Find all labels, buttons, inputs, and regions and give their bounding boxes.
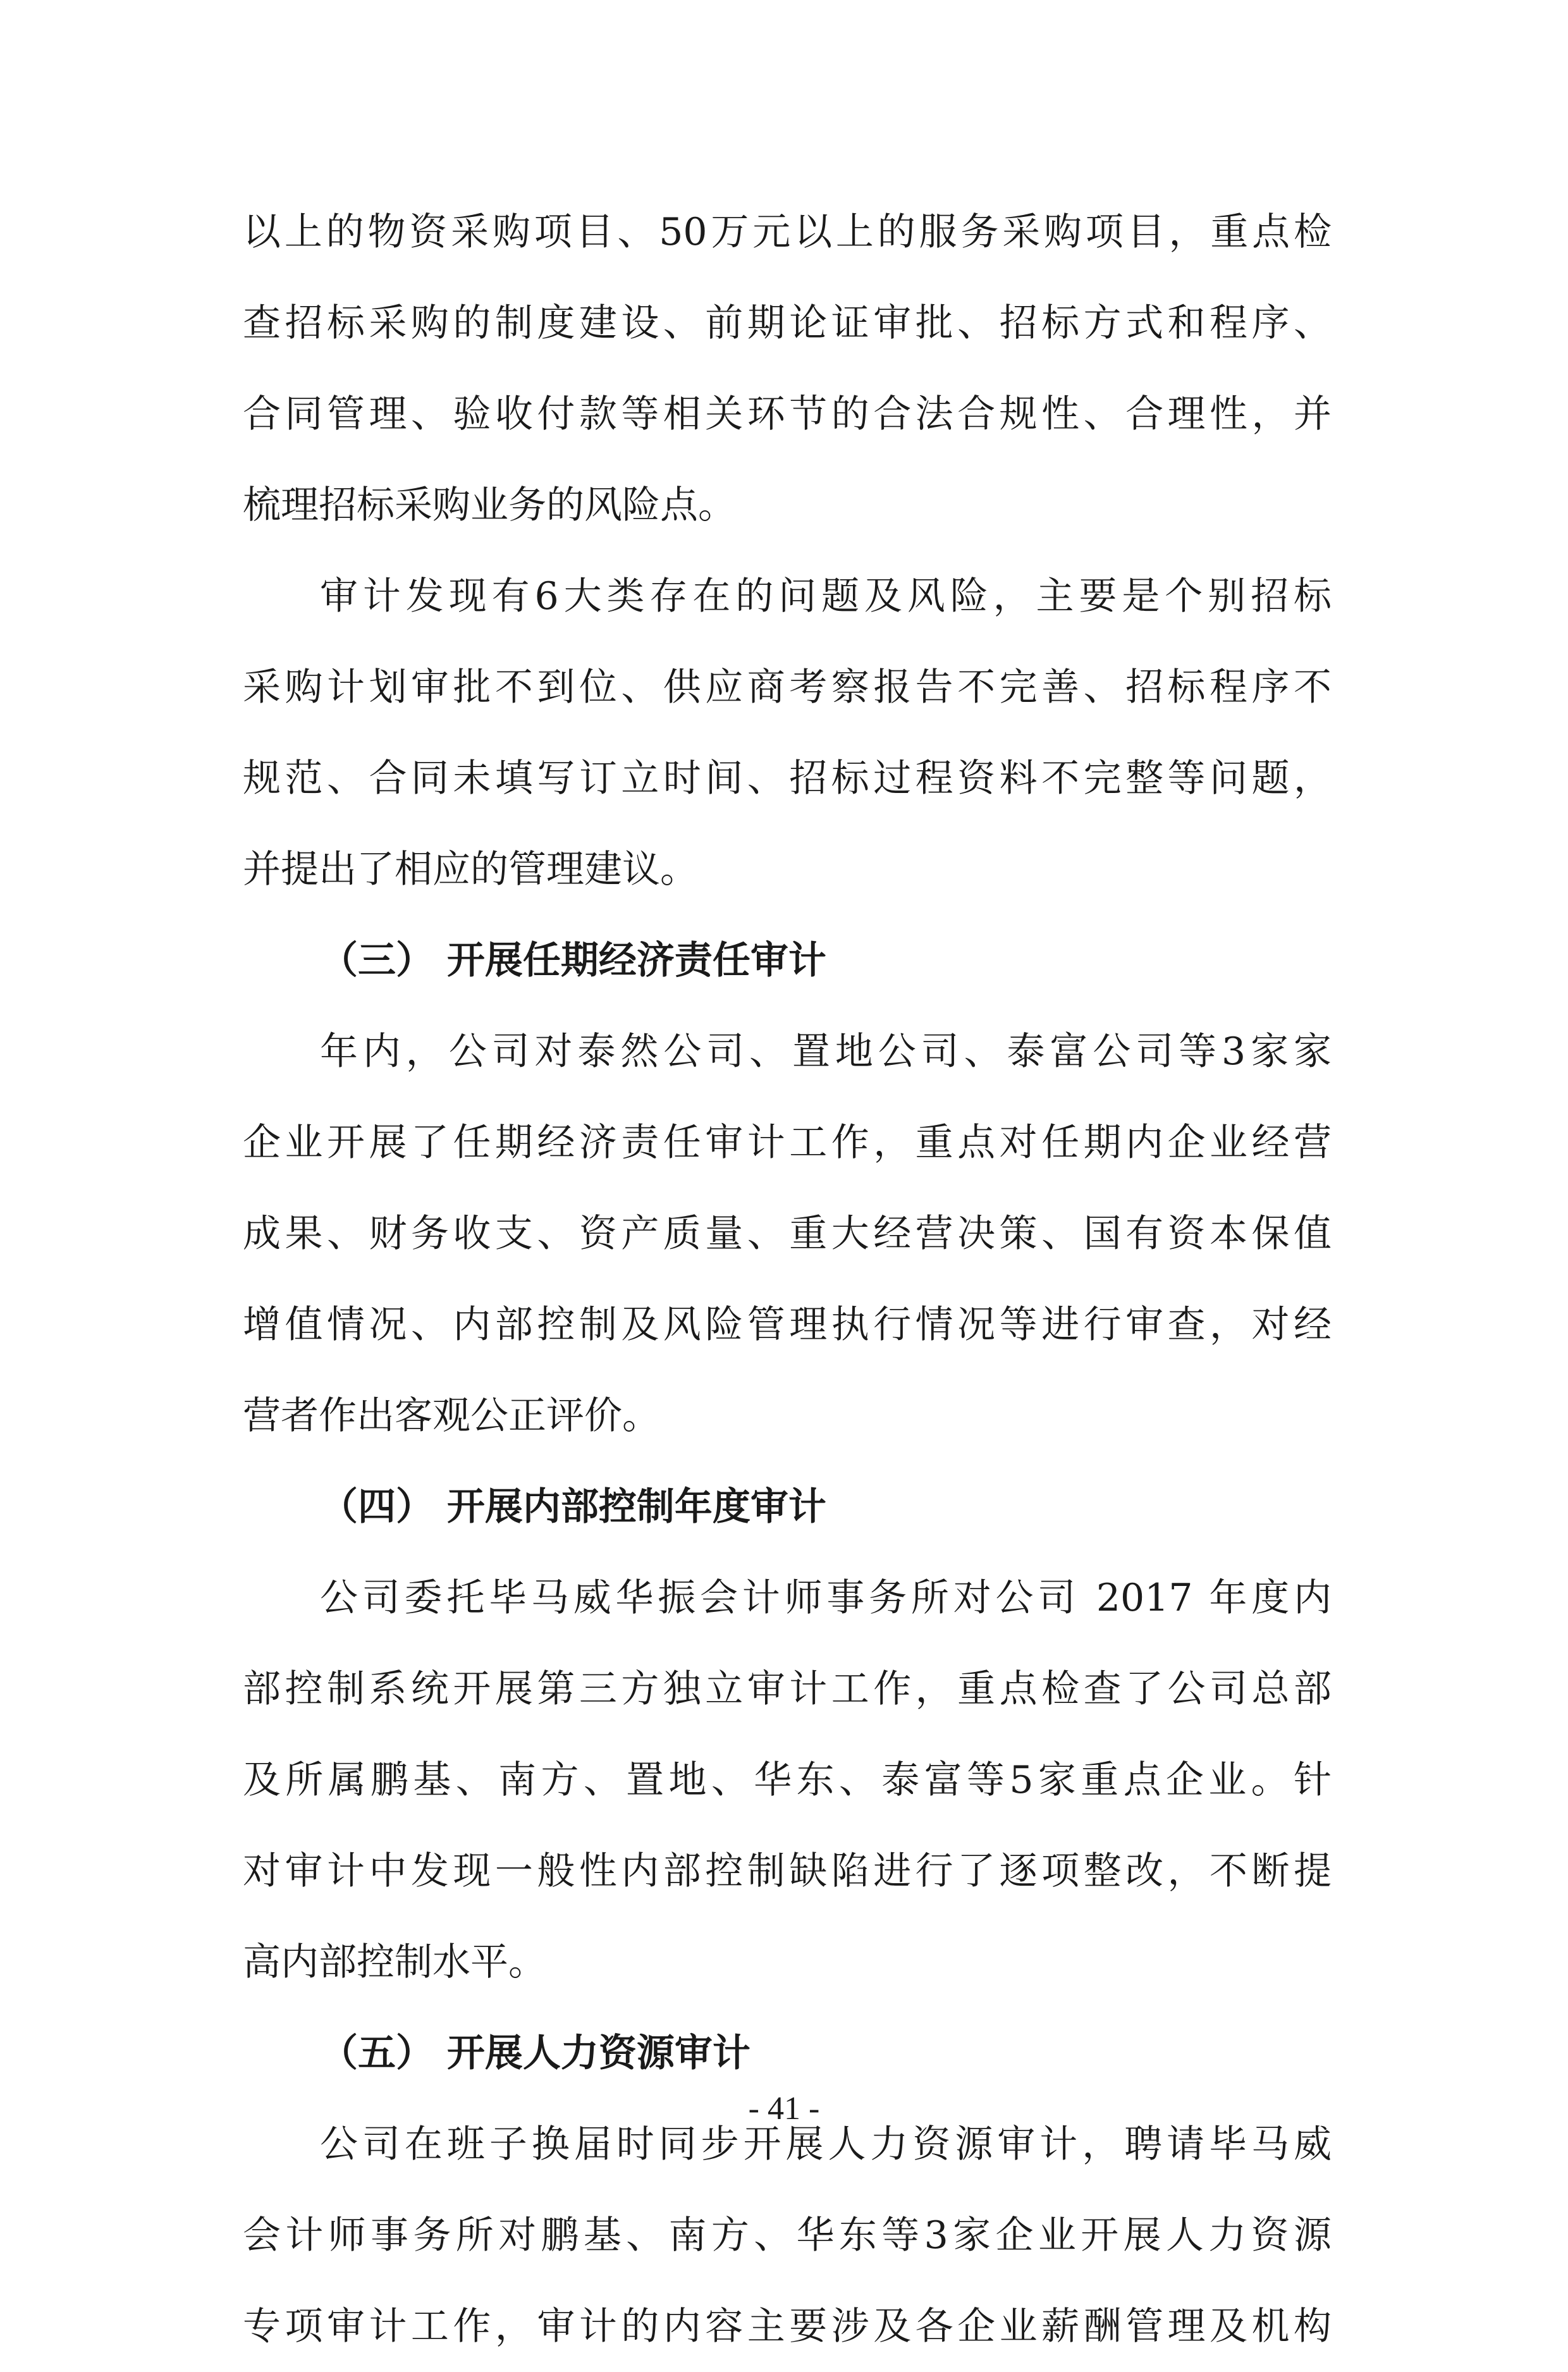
text-line: 企业开展了任期经济责任审计工作，重点对任期内企业经营 bbox=[243, 1121, 1332, 1165]
text-line: 对审计中发现一般性内部控制缺陷进行了逐项整改，不断提 bbox=[243, 1849, 1332, 1893]
text-line: 高内部控制水平。 bbox=[243, 1940, 546, 1984]
text-line: 会计师事务所对鹏基、南方、华东等3家企业开展人力资源 bbox=[243, 2213, 1332, 2258]
text-line: 成果、财务收支、资产质量、重大经营决策、国有资本保值 bbox=[243, 1212, 1332, 1256]
text-line: 规范、合同未填写订立时间、招标过程资料不完整等问题， bbox=[243, 756, 1332, 801]
section-heading: （四） 开展内部控制年度审计 bbox=[320, 1485, 826, 1529]
section-heading: （五） 开展人力资源审计 bbox=[320, 2031, 750, 2075]
body-text bbox=[243, 187, 1332, 2372]
text-line: 部控制系统开展第三方独立审计工作，重点检查了公司总部 bbox=[243, 1667, 1332, 1711]
page-number: - 41 - bbox=[748, 2091, 820, 2127]
text-line: 并提出了相应的管理建议。 bbox=[243, 847, 698, 892]
text-line: 公司委托毕马威华振会计师事务所对公司 2017 年度内 bbox=[320, 1576, 1332, 1620]
text-line: 公司在班子换届时同步开展人力资源审计，聘请毕马威 bbox=[320, 2122, 1332, 2166]
text-line: 审计发现有6大类存在的问题及风险，主要是个别招标 bbox=[320, 574, 1332, 618]
text-line: 以上的物资采购项目、50万元以上的服务采购项目，重点检 bbox=[243, 210, 1332, 254]
text-line: 及所属鹏基、南方、置地、华东、泰富等5家重点企业。针 bbox=[243, 1758, 1332, 1802]
text-line: 合同管理、验收付款等相关环节的合法合规性、合理性，并 bbox=[243, 392, 1332, 436]
text-line: 梳理招标采购业务的风险点。 bbox=[243, 483, 736, 527]
text-line: 增值情况、内部控制及风险管理执行情况等进行审查，对经 bbox=[243, 1303, 1332, 1347]
text-line: 营者作出客观公正评价。 bbox=[243, 1394, 660, 1438]
section-heading: （三） 开展任期经济责任审计 bbox=[320, 938, 826, 983]
text-line: 采购计划审批不到位、供应商考察报告不完善、招标程序不 bbox=[243, 665, 1332, 710]
text-line: 年内，公司对泰然公司、置地公司、泰富公司等3家家 bbox=[320, 1029, 1332, 1074]
text-line: 专项审计工作，审计的内容主要涉及各企业薪酬管理及机构 bbox=[243, 2304, 1332, 2349]
text-line: 查招标采购的制度建设、前期论证审批、招标方式和程序、 bbox=[243, 301, 1332, 345]
